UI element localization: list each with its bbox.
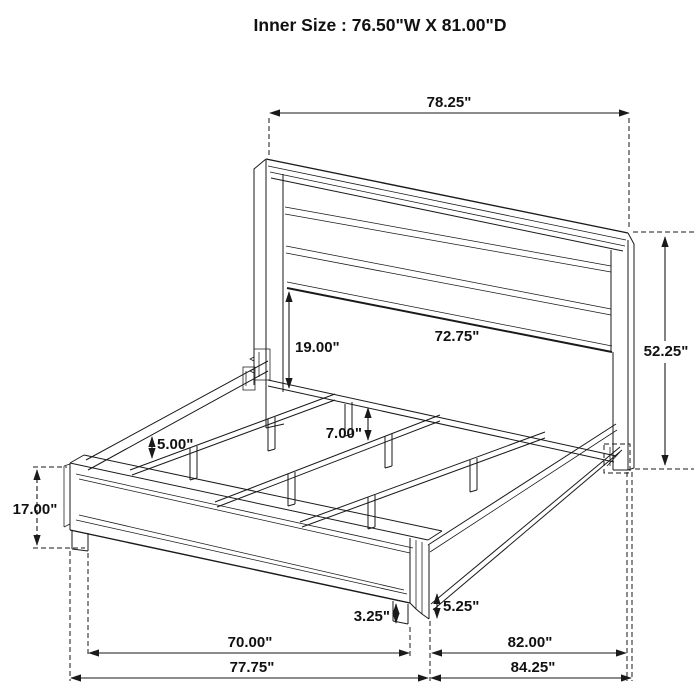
headboard [254, 159, 634, 470]
dim-foot-leg [354, 604, 396, 625]
dim-label-support-leg: 7.00" [325, 425, 362, 442]
bracket-detail-box [604, 444, 630, 473]
dim-panel-width [435, 328, 480, 345]
dim-label-foot-leg: 3.25" [353, 608, 390, 625]
page-title: Inner Size : 76.50"W X 81.00"D [253, 15, 507, 35]
dim-support-leg [326, 408, 368, 442]
dim-label-footboard-height: 17.00" [12, 501, 58, 518]
dim-slat-span [89, 634, 409, 653]
dim-label-slat-span: 70.00" [227, 634, 273, 651]
dim-label-headboard-height: 52.25" [643, 343, 689, 360]
dim-leg-clearance [289, 292, 340, 388]
dim-rail-clearance [437, 594, 479, 618]
dim-footboard-height [13, 467, 85, 548]
dim-inner-depth [432, 634, 626, 653]
dim-label-panel-width: 72.75" [434, 328, 480, 345]
slat-support-frame [86, 361, 622, 610]
dim-label-overall-depth: 84.25" [510, 659, 556, 676]
dim-label-overall-width: 77.75" [229, 659, 275, 676]
dim-headboard-height [633, 232, 694, 469]
dim-overall-depth [431, 659, 631, 678]
dim-label-headboard-width: 78.25" [426, 94, 472, 111]
dim-label-rail-drop: 5.00" [157, 436, 194, 453]
dim-headboard-width [269, 94, 629, 229]
dim-label-inner-depth: 82.00" [507, 634, 553, 651]
dim-label-rail-clearance: 5.25" [443, 598, 480, 615]
dim-label-leg-clearance: 19.00" [295, 339, 340, 356]
dim-overall-width [71, 659, 428, 678]
footboard [64, 455, 442, 624]
